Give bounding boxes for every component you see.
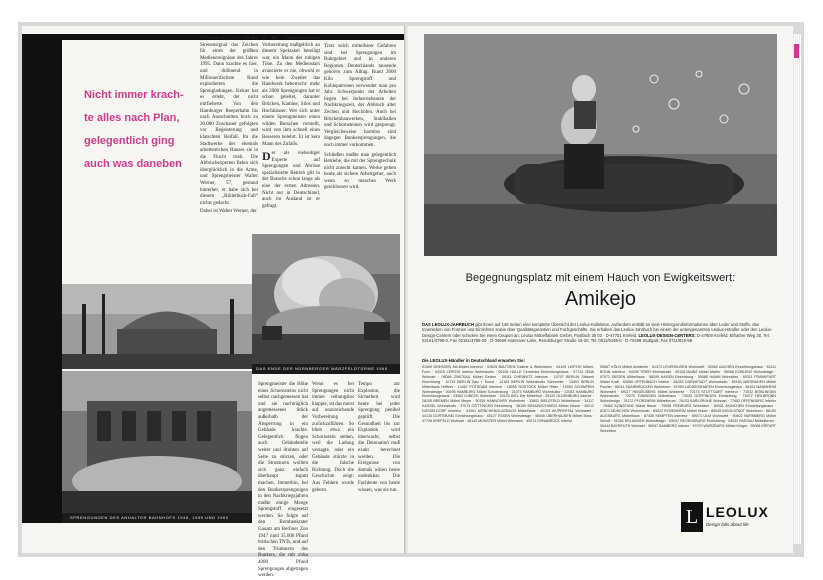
dealers-list-column-2: 50667 KÖLN Möbel Ambiente · 51373 LEVERKUSEN Wohnwelt · 52062 AACHEN Einrichtungshaus · 53111 BONN Interieur · 54290 TRIER Wohnstudio · 55116 MAINZ Möbel Martin · 56068 KOBLENZ Wohndesign · 57072 SIEGEN Möbelhaus · 58095 HAGEN Einrichtung · 59065 HAMM Wohnidee · 60311 FRANKFURT Möbel Kraft · 63065 OFFENBACH Interior · 64283 DARMSTADT Wohnstudio · 65183 WIESBADEN Möbel Fischer · 66111 SAARBRÜCKEN Wohnform · 67059 LUDWIGSHAFEN Einrichtungshaus · 68161 MANNHEIM Wohnwelt · 69117 HEIDELBERG Möbel Ambiente · 70173 STUTTGART Interieur · 71032 BÖBLINGEN Wohnstudio · 72070 TÜBINGEN Möbelhaus · 73033 GÖPPINGEN Einrichtung · 74072 HEILBRONN Wohndesign · 75172 PFORZHEIM Möbelforum · 76133 KARLSRUHE Wohnart · 77652 OFFENBURG Interior · 78462 KONSTANZ Möbel Bauer · 79098 FREIBURG Wohnidee · 80331 MÜNCHEN Einrichtungshaus · 81671 MÜNCHEN Wohnstudio · 83022 ROSENHEIM Möbel Huber · 85049 INGOLSTADT Wohnform · 86150 AUGSBURG Möbelhaus · 87435 KEMPTEN Interieur · 89073 ULM Wohnwelt · 90402 NÜRNBERG Möbel Schott · 91054 ERLANGEN Wohndesign · 93047 REGENSBURG Einrichtung · 94032 PASSAU Möbelforum · 95444 BAYREUTH Wohnart · 96047 BAMBERG Interior · 97070 WÜRZBURG Möbel Kröger · 99084 ERFURT Wohnidee [600,365,776,433]
article-column-3 [324,44,396,230]
photo-credit: Foto: Leolux [766,206,770,226]
photo-caption-anhalter: SPRENGUNGEN DES ANHALTER BAHNHOFS 1948, 1959 UND 1960 [62,513,252,523]
ad-intro-text-2: D-47800 Krefeld, Elfrather Weg 30, Tel. 02151/4798-0, Fax 02151/4798-29 · D-30659 Hannover-Lahe, Rendsburger Straße 18-20, Tel. 0511/6169-0 · D-70499 Stuttgart, Fax 0711/819-58 [422,332,770,344]
ad-intro [422,322,778,344]
station-illustration [62,284,252,369]
leolux-logo-mark: L [681,502,703,532]
leolux-logo [681,500,781,540]
smoke-illustration [252,234,400,369]
article-bottom-column-3: Tempo zur Explosion, die Sicherheit wird heute bei jeder Sprengung penibel geprüft. Die Gesundheit bis zur Explosion wird überwacht, selbst die Detonation muß exakt berechnet werden. Die Ereignisse von damals wären heute undenkbar. Die Fachleute von heute wissen, was sie tun. [358,382,400,493]
headline-line-2: te alles nach Plan, [84,112,180,124]
photo-caption-nuernberg: DAS ENDE DER NÜRNBERGER MÄRZFELDTÜRME 1966 [252,364,400,374]
article-column-3-cont: Schließen mußte man gelegentlich Betriebe, die mit der Sprengtechnik nicht zurecht kamen. Werke gelten heute als sichere Arbeitgeber, auch wenn so manches Werk geschlossen wird. [324,152,396,191]
article-column-1 [200,36,258,228]
ad-subtitle: Begegnungsplatz mit einem Hauch von Ewigkeitswert: [465,272,736,284]
headline [84,84,194,176]
ad-title: Amikejo [564,288,637,310]
headline-line-4: auch was daneben [84,158,182,170]
article-column-1-text: Pünktlich um 13 Uhr gab ein Sirenensignal das Zeichen für eines der größten Medienereignisse des Jahres 1995. Dann krachte es hier, und dröhnend in Millionenfachem Rund explodierten die Sprengladungen. Keiner hat es erlebt, der nicht mitfieberte. Von den Hamburger Reeperbahn bis nach Ausschnitten hoch zu 30.000 Zuschauer gefolgten vor Begeisterung und klatschten Beifall. Im die Stadtwerke des ehemals arbeitsreichen Hauses sie in die Flucht trieb. Die Abbruchexperten fielen sich überglücklich in die Arme, und Sprengmeister Walter Werner, 57, gestand hinterher, er habe sich bei diesem „Bilderbuch-Fall“ nichts gedacht. [200,36,258,206]
photo-demolition-smoke [252,234,400,369]
edge-tab-marker [794,44,799,58]
photo-station-building [62,284,252,369]
article-bottom-column-2: Wenn es bei Sprengungen nicht immer reibungslos klappte, ist das meist auf unzureichende Vorbereitung zurückzuführen. So blieb etwa ein Schornstein stehen, weil die Ladung versagte, oder ein Gebäude stürzte in die falsche Richtung. Doch die Geschichte zeigt: Aus Fehlern wurde gelernt. [312,382,354,493]
article-column-1-end: Dabei ist Walter Werner, der [200,209,257,215]
right-page [408,26,793,553]
photo-family-sofa [424,34,777,256]
headline-line-3: gelegentlich ging [84,135,175,147]
ad-intro-bold: DAS LEOLUX-JAHRBUCH [422,322,474,327]
dealers-heading: Die LEOLUX-Händler in Deutschland erwarten Sie: [422,358,525,363]
photo-station-collapse [62,371,252,523]
page-edge-stack [793,34,801,544]
left-page [22,26,406,579]
leolux-logo-word: LEOLUX [706,504,769,520]
article-column-2-text: in der vieltausendfachen Vorbereitung maßgeblich an diesem Spektakel beteiligt war, ein Mann der ruhigen Töne. Zu den Medienstars avancierte er nie, obwohl er wie kein Zweiter das Handwerk beherrscht: mehr als 2000 Sprengungen hat er schon geleitet, darunter Brücken, Kamine, Silos und Hochhäuser. Wer sich unter einem Sprengmeister einen wilden Burschen vorstellt, wird von ihm schnell eines Besseren belehrt. Er ist kein Mann des Zufalls. [262,36,320,147]
family-sofa-illustration [424,34,777,256]
leolux-logo-tagline: Design falls about life [706,522,749,527]
article-column-3-text: Trotz solch mittelbarer Gefahren sind bei Sprengungen im Ruhrgebiet und in anderen Regionen Deutschlands tausende gehören zum Alltag. Rund 2000 Kilo Sprengstoff und Kohlepatronen verwendet man pro Jahr. Schwerpunkt der Arbeiten liegen bei Industriebauten der Nachkriegszeit, der Abbruch alter Zechen und Hochöfen. Auch bei Brückenbauwerken, Stahlhallen und Schornsteinen wird gesprengt. Vergleichsweise harmlos sind dagegen Bunkersprengungen, die noch immer vorkommen. [324,44,396,148]
dealers-list-column-1: 01069 DRESDEN Mö-Möbel-Interieur · 02625 BAUTZEN Galerie & Wohnideen · 04109 LEIPZIG Möbel-Form · 04315 LEIPZIG Interior Wohnstudio · 06108 HALLE Cerwenka Einrichtungshaus · 07743 JENA Wohnart · 08056 ZWICKAU Möbel Gerber · 09111 CHEMNITZ Interiors · 10707 BERLIN Stilwerk Einrichtung · 10719 BERLIN Bau + Kunst · 12163 BERLIN Wohnstudio Schroeder · 13403 BERLIN Möbelhaus Höffner · 14467 POTSDAM Interieur · 18055 ROSTOCK Möbel Ritter · 19053 SCHWERIN Wohndesign · 20095 HAMBURG Möbel Schulenburg · 21073 HAMBURG Wohnkultur · 22083 HAMBURG Einrichtungshaus · 23552 LÜBECK Wohnidee · 24103 KIEL Der Möbelhof · 26122 OLDENBURG Interior · 28195 BREMEN Möbel Meyer · 30159 HANNOVER Wohnform · 33602 BIELEFELD Möbelforum · 34117 KASSEL Wohnstudio · 37073 GÖTTINGEN Einrichtung · 38100 BRAUNSCHWEIG Möbel Hesse · 40212 DÜSSELDORF Interieur · 41061 MÖNCHENGLADBACH Möbelhaus · 42103 WUPPERTAL Wohnwelt · 44135 DORTMUND Einrichtungshaus · 45127 ESSEN Wohndesign · 46045 OBERHAUSEN Möbel Boss · 47798 KREFELD Wohnart · 48143 MÜNSTER Möbel Wiemann · 49074 OSNABRÜCK Interior [422,365,594,423]
headline-line-1: Nicht immer krach- [84,89,184,101]
drop-cap: D [262,149,271,164]
ad-intro-text: gibt Ihnen auf 148 Seiten eine komplette Übersicht der Leolux-Kollektion. Außerdem enthält es viele Hintergrundinformationen über Leder und Stoffe, das Innenleben von Formen und Einrichten sowie über Qualitätsgarantien und Fachgeschäfte. Sie erhalten das Leolux-Jahrbuch bei einem der untengenannten Leolux-Händler oder den Leolux-Design-Centern oder schicken Sie einen Coupon an: Leolux Möbelfabriek GmbH, Postfach 38 03 · D-47701 Krefeld. [422,322,773,338]
collapse-illustration [62,371,252,523]
ad-intro-bold-2: LEOLUX-DESIGN-CENTERS: [638,332,696,338]
left-black-bar [22,34,62,523]
article-column-2-cont: er als vielseitiger Experte auf Sprengungen und Abrisse spezialisierte Betrieb gilt in der Branche schon lange als eine der ersten Adressen. Nicht nur in Deutschland, auch im Ausland ist er gefragt. [262,151,320,209]
article-bottom-column-1: Sprengmeister die Höhe eines Schornsteins nicht selbst nachgemessen hat und sie nachträglich angemessenes Stück außerhalb der Absperrung in ein Gebäude krachte. Gelegentlich flogen auch Gebäudeteile weiter und drohten auf Seite zu stürzen, oder die Strukturen wollten sich ganz einfach überhaupt kaputt machen. Immerhin, bei den Bunkersprengungen in den Nachkriegsjahren mußte einige Menge Sprengstoff eingesetzt werden. So folgte auf den Bombenkrater Gauatz am Berliner Zoo 1947 rund 35.000 Pfund britischen TNTs, und auf den Trümmern des Bunkers, die mit zirka 4000 Pfund Sprengungen abgetragen werden. [258,382,308,579]
article-column-2 [262,36,320,228]
